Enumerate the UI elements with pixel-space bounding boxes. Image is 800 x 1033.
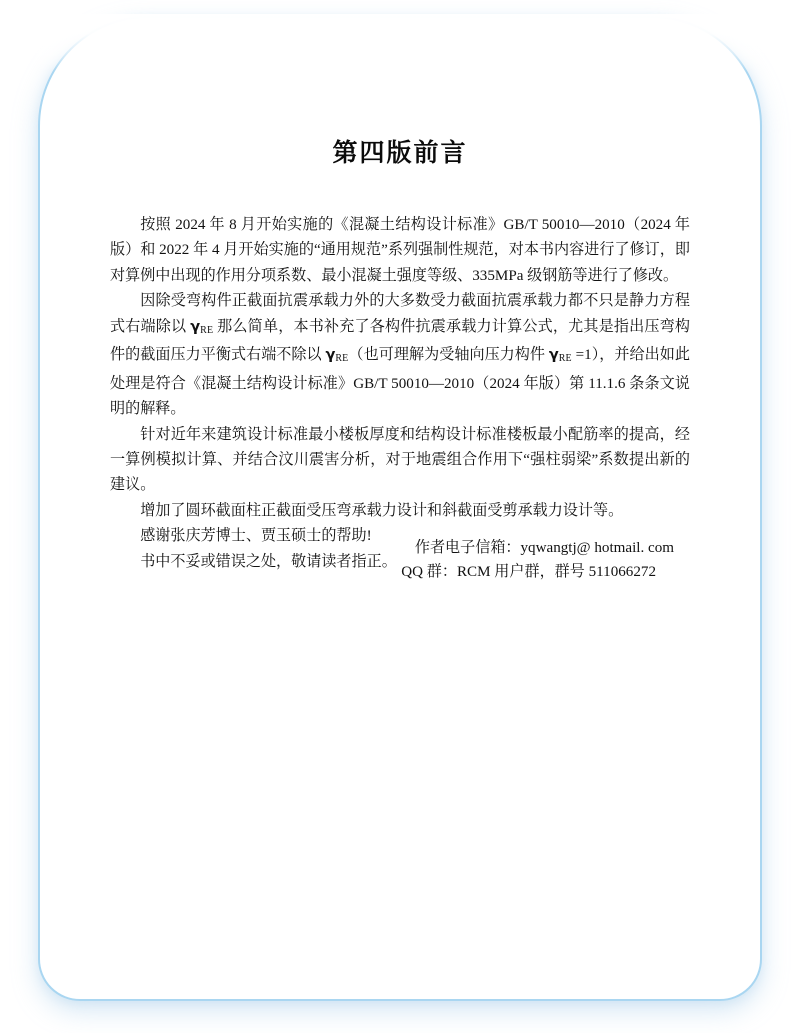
paragraph-p5: 感谢张庆芳博士、贾玉硕士的帮助! bbox=[140, 528, 372, 545]
paragraph-p4: 增加了圆环截面柱正截面受压弯承载力设计和斜截面受剪承载力设计等。 bbox=[140, 502, 624, 519]
paragraph-p3: 针对近年来建筑设计标准最小楼板厚度和结构设计标准楼板最小配筋率的提高，经一算例模拟计算、并结合汶川震害分析，对于地震组合作用下“强柱弱梁”系数提出新的建议。 bbox=[110, 426, 690, 494]
gamma-symbol: γ bbox=[190, 318, 201, 335]
paragraph-p2: 因除受弯构件正截面抗震承载力外的大多数受力截面抗震承载力都不只是静力方程式右端除以 $\gamma_{RE}$ 那么简单，本书补充了各构件抗震承载力计算公式，尤其是指出压弯构件的截面压力平衡式右端不除以 $\gamma_{RE}$（也可理解为受轴向压力构件 $\gamma_{RE} =1$），并给出如此处理是符合《混凝土结构设计标准》GB/T 50010—2010（2024 年版）第 11.1.6 条条文说明的解释。 bbox=[110, 293, 690, 418]
subscript-text: RE bbox=[200, 324, 214, 336]
subscript-text: RE bbox=[558, 353, 572, 365]
page-title: 第四版前言 bbox=[332, 138, 468, 167]
signature-block bbox=[110, 536, 690, 584]
preface-body bbox=[110, 213, 690, 575]
gamma-symbol: γ bbox=[325, 347, 336, 364]
paragraph-p6: 书中不妥或错误之处，敬请读者指正。 bbox=[140, 553, 397, 570]
author-email-line: 作者电子信箱：yqwangtj@ hotmail. com bbox=[414, 540, 674, 556]
paragraph-p1: 按照 2024 年 8 月开始实施的《混凝土结构设计标准》GB/T 50010—2010（2024 年版）和 2022 年 4 月开始实施的“通用规范”系列强制性规范，对本书内容进行了修订，即对算例中出现的作用分项系数、最小混凝土强度等级、335MPa 级钢筋等进行了修改。 bbox=[110, 217, 690, 284]
gamma-symbol: γ bbox=[548, 347, 559, 364]
qq-group-line: QQ 群：RCM 用户群，群号 511066272 bbox=[401, 564, 656, 580]
subscript-text: RE bbox=[335, 353, 349, 365]
